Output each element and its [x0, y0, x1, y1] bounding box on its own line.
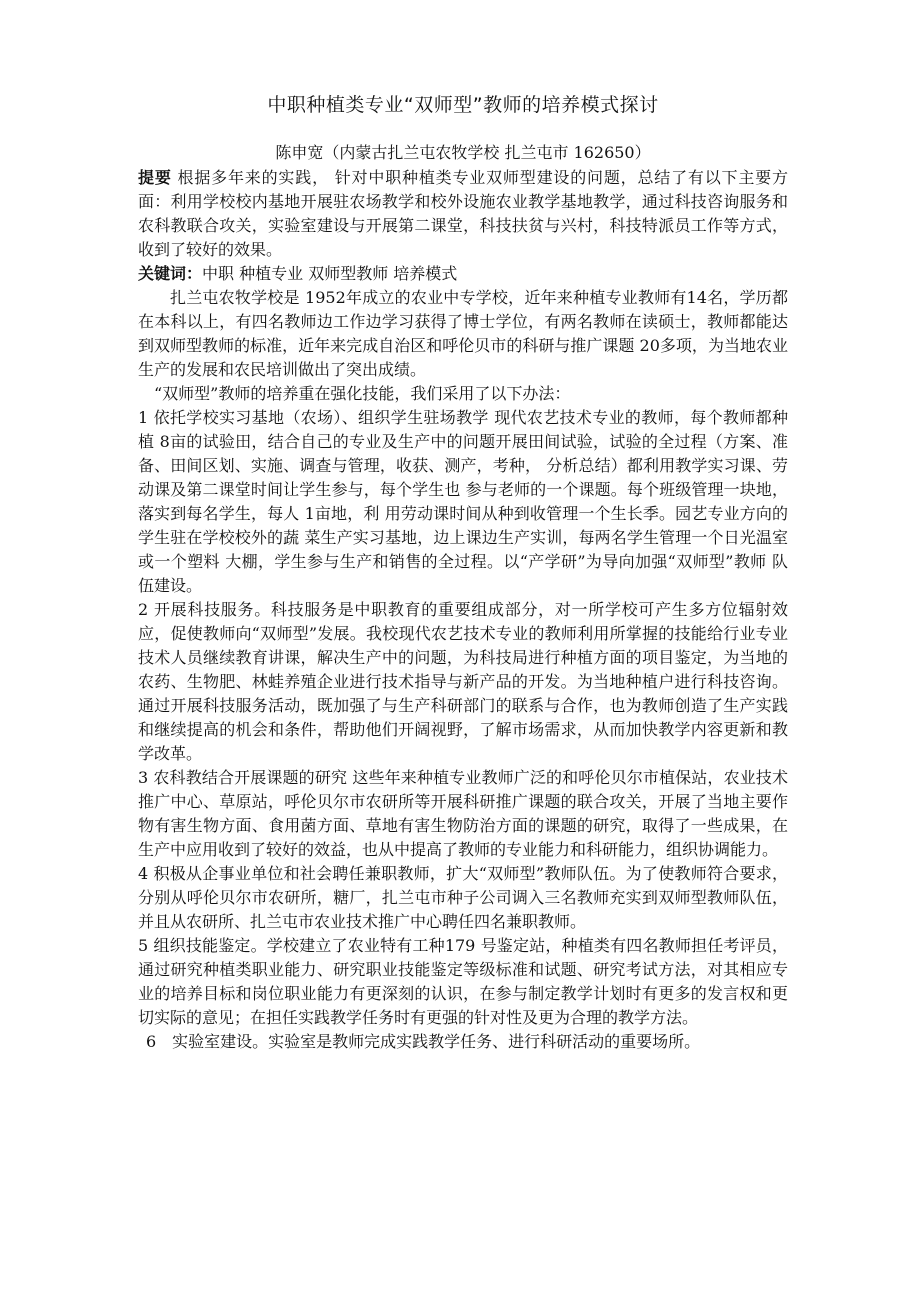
abstract-label: 提要	[138, 168, 172, 187]
list-item-2: 2 开展科技服务。科技服务是中职教育的重要组成部分，对一所学校可产生多方位辐射效应，促使教师向“双师型”发展。我校现代农艺技术专业的教师利用所掌握的技能给行业专业技术人员继续教育讲课，解决生产中的问题，为科技局进行种植方面的项目鉴定，为当地的农药、生物肥、林蛙养殖企业进行技术指导与新产品的开发。为当地种植户进行科技咨询。通过开展科技服务活动，既加强了与生产科研部门的联系与合作，也为教师创造了生产实践和继续提高的机会和条件，帮助他们开阔视野，了解市场需求，从而加快教学内容更新和教学改革。	[138, 600, 788, 763]
abstract	[138, 166, 788, 262]
paper-title: 中职种植类专业“双师型”教师的培养模式探讨	[267, 94, 659, 116]
keywords-text: 中职 种植专业 双师型教师 培养模式	[202, 264, 458, 283]
list-item-1: 1 依托学校实习基地（农场）、组织学生驻场教学 现代农艺技术专业的教师，每个教师都种植 8亩的试验田，结合自己的专业及生产中的问题开展田间试验，试验的全过程（方案、准备、田间区划、实施、调查与管理，收获、测产，考种， 分析总结）都利用教学实习课、劳动课及第二课堂时间让学生参与，每个学生也 参与老师的一个课题。每个班级管理一块地，落实到每名学生，每人 1亩地，利 用劳动课时间从种到收管理一个生长季。园艺专业方向的学生驻在学校校外的蔬 菜生产实习基地，边上课边生产实训，每两名学生管理一个日光温室或一个塑料 大棚，学生参与生产和销售的全过程。以“产学研”为导向加强“双师型”教师 队伍建设。	[138, 408, 788, 595]
list-item-5: 5 组织技能鉴定。学校建立了农业特有工种179 号鉴定站，种植类有四名教师担任考评员，通过研究种植类职业能力、研究职业技能鉴定等级标准和试题、研究考试方法，对其相应专业的培养目标和岗位职业能力有更深刻的认识，在参与制定教学计划时有更多的发言权和更切实际的意见；在担任实践教学任务时有更强的针对性及更为合理的教学方法。	[138, 936, 788, 1027]
abstract-text: 根据多年来的实践， 针对中职种植类专业双师型建设的问题，总结了有以下主要方面：利用学校校内基地开展驻农场教学和校外设施农业教学基地教学，通过科技咨询服务和农科教联合攻关，实验室建设与开展第二课堂，科技扶贫与兴村，科技特派员工作等方式，收到了较好的效果。	[138, 168, 788, 259]
list-item-3: 3 农科教结合开展课题的研究 这些年来种植专业教师广泛的和呼伦贝尔市植保站，农业技术推广中心、草原站，呼伦贝尔市农研所等开展科研推广课题的联合攻关，开展了当地主要作物有害生物方面、食用菌方面、草地有害生物防治方面的课题的研究，取得了一些成果，在生产中应用收到了较好的效益，也从中提高了教师的专业能力和科研能力，组织协调能力。	[138, 768, 788, 859]
keywords	[138, 262, 788, 286]
author-line: 陈申宽（内蒙古扎兰屯农牧学校 扎兰屯市 162650）	[275, 143, 651, 162]
list-item-6: 6 实验室建设。实验室是教师完成实践教学任务、进行科研活动的重要场所。	[146, 1032, 701, 1051]
document-page	[138, 92, 788, 1054]
keywords-label: 关键词：	[138, 264, 203, 283]
intro-paragraph: 扎兰屯农牧学校是 1952年成立的农业中专学校，近年来种植专业教师有14名，学历都在本科以上，有四名教师边工作边学习获得了博士学位，有两名教师在读硕士，教师都能达到双师型教师的标准，近年来完成自治区和呼伦贝市的科研与推广课题 20多项，为当地农业生产的发展和农民培训做出了突出成绩。	[138, 288, 788, 379]
methods-intro: “双师型”教师的培养重在强化技能，我们采用了以下办法：	[154, 384, 571, 403]
list-item-4: 4 积极从企事业单位和社会聘任兼职教师，扩大“双师型”教师队伍。为了使教师符合要求，分别从呼伦贝尔市农研所，糖厂，扎兰屯市种子公司调入三名教师充实到双师型教师队伍，并且从农研所、扎兰屯市农业技术推广中心聘任四名兼职教师。	[138, 864, 788, 931]
